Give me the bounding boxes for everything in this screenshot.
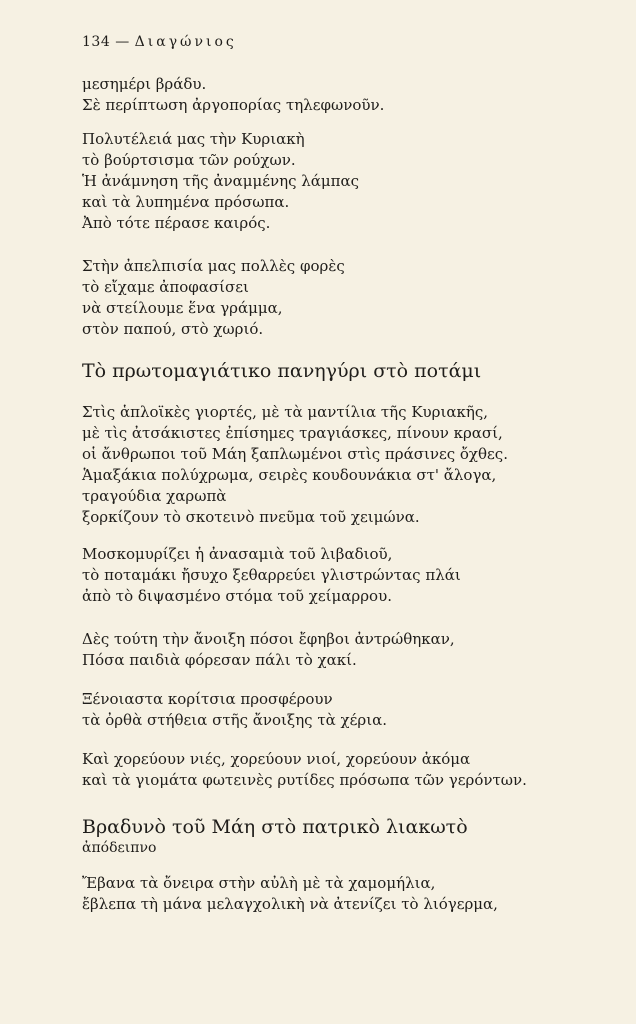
poem-line: τὸ βούρτσισμα τῶν ρούχων. <box>82 151 296 169</box>
stanza-6 <box>82 629 602 671</box>
poem-line: Ξένοιαστα κορίτσια προσφέρουν <box>82 690 333 708</box>
stanza-7 <box>82 689 602 731</box>
poem-line: ἔβλεπα τὴ μάνα μελαγχολικὴ νὰ ἀτενίζει τὸ λιόγερμα, <box>82 895 498 913</box>
section-heading: Βραδυνὸ τοῦ Μάη στὸ πατρικὸ λιακωτὸ <box>82 816 468 838</box>
poem-line: οἱ ἄνθρωποι τοῦ Μάη ξαπλωμένοι στὶς πράσινες ὄχθες. <box>82 445 508 463</box>
poem-line: μεσημέρι βράδυ. <box>82 75 207 93</box>
poem-line: τὸ ποταμάκι ἤσυχο ξεθαρρεύει γλιστρώντας πλάι <box>82 566 461 584</box>
stanza-9 <box>82 873 602 915</box>
page-header <box>82 34 237 50</box>
stanza-3 <box>82 256 602 340</box>
header-author: Διαγώνιος <box>134 34 237 50</box>
poem-line: Ἁμαξάκια πολύχρωμα, σειρὲς κουδουνάκια στ' ἄλογα, <box>82 466 497 484</box>
stanza-8 <box>82 749 602 791</box>
section-subtitle: ἀπόδειπνο <box>82 840 157 856</box>
poem-line: Ἀπὸ τότε πέρασε καιρός. <box>82 214 271 232</box>
stanza-5 <box>82 544 602 607</box>
poem-line: Μοσκομυρίζει ἡ ἀνασαμιὰ τοῦ λιβαδιοῦ, <box>82 545 393 563</box>
poem-line: καὶ τὰ γιομάτα φωτεινὲς ρυτίδες πρόσωπα τῶν γερόντων. <box>82 771 527 789</box>
poem-line: τὰ ὀρθὰ στήθεια στῆς ἄνοιξης τὰ χέρια. <box>82 711 388 729</box>
page-number: 134 <box>82 34 111 50</box>
poem-line: καὶ τὰ λυπημένα πρόσωπα. <box>82 193 290 211</box>
poem-line: ξορκίζουν τὸ σκοτεινὸ πνεῦμα τοῦ χειμώνα. <box>82 508 420 526</box>
poem-line: Πόσα παιδιὰ φόρεσαν πάλι τὸ χακί. <box>82 651 357 669</box>
stanza-4 <box>82 402 602 528</box>
section-heading: Τὸ πρωτομαγιάτικο πανηγύρι στὸ ποτάμι <box>82 360 482 382</box>
poem-line: Καὶ χορεύουν νιές, χορεύουν νιοί, χορεύουν ἀκόμα <box>82 750 471 768</box>
poem-line: Πολυτέλειά μας τὴν Κυριακὴ <box>82 130 305 148</box>
poem-line: μὲ τὶς ἀτσάκιστες ἐπίσημες τραγιάσκες, πίνουν κρασί, <box>82 424 503 442</box>
poem-line: Δὲς τούτη τὴν ἄνοιξη πόσοι ἔφηβοι ἀντρώθηκαν, <box>82 630 455 648</box>
poem-line: Ἔβανα τὰ ὄνειρα στὴν αὐλὴ μὲ τὰ χαμομήλια, <box>82 874 436 892</box>
poem-line: ἀπὸ τὸ διψασμένο στόμα τοῦ χείμαρρου. <box>82 587 392 605</box>
stanza-1 <box>82 74 602 116</box>
poem-line: Στὴν ἀπελπισία μας πολλὲς φορὲς <box>82 257 345 275</box>
poem-line: Ἡ ἀνάμνηση τῆς ἀναμμένης λάμπας <box>82 172 360 190</box>
poem-line: στὸν παπού, στὸ χωριό. <box>82 320 264 338</box>
poem-line: Στὶς ἁπλοϊκὲς γιορτές, μὲ τὰ μαντίλια τῆς Κυριακῆς, <box>82 403 489 421</box>
poem-line: τραγούδια χαρωπὰ <box>82 487 227 505</box>
stanza-2 <box>82 129 602 234</box>
poem-line: νὰ στείλουμε ἕνα γράμμα, <box>82 299 283 317</box>
poem-line: τὸ εἴχαμε ἀποφασίσει <box>82 278 249 296</box>
poem-line: Σὲ περίπτωση ἀργοπορίας τηλεφωνοῦν. <box>82 96 385 114</box>
header-separator: — <box>115 34 130 50</box>
